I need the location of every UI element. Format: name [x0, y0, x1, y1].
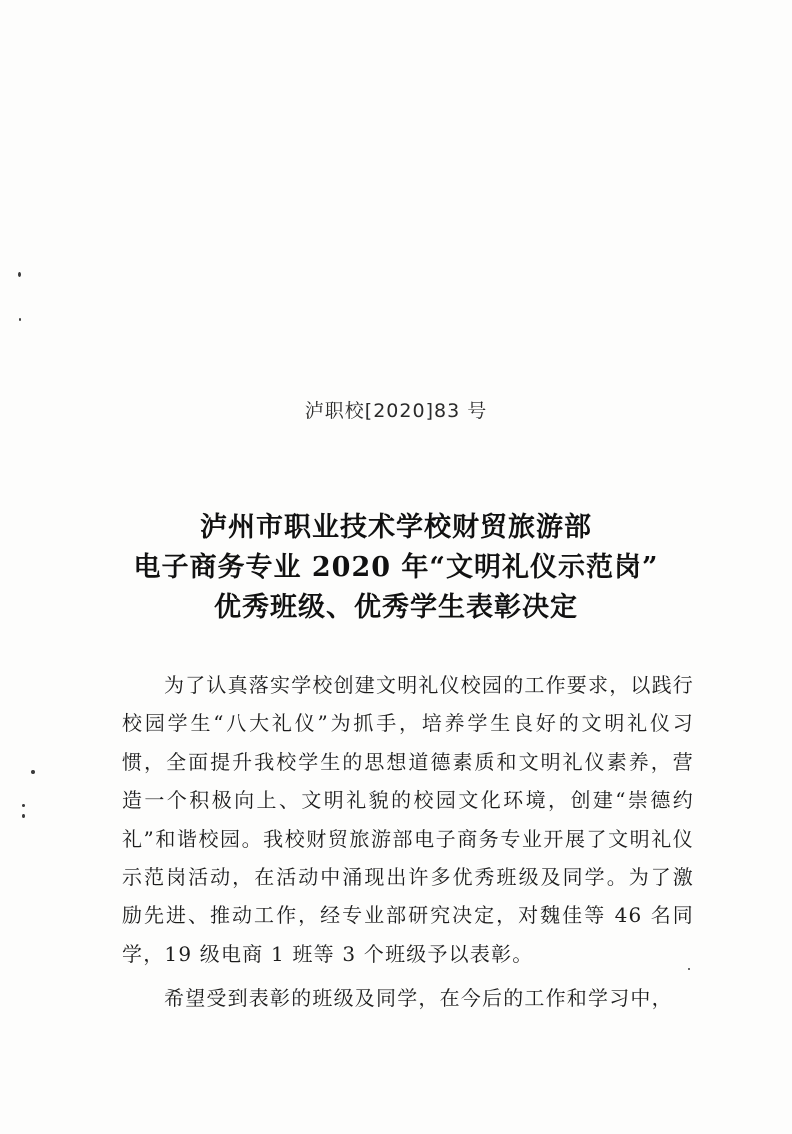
body-paragraph-1: 为了认真落实学校创建文明礼仪校园的工作要求，以践行校园学生“八大礼仪”为抓手，培养学生良好的文明礼仪习惯，全面提升我校学生的思想道德素质和文明礼仪素养，营造一个积极向上、文明礼貌的校园文化环境，创建“崇德约礼”和谐校园。我校财贸旅游部电子商务专业开展了文明礼仪示范岗活动，在活动中涌现出许多优秀班级及同学。为了激励先进、推动工作，经专业部研究决定，对魏佳等 46 名同学，19 级电商 1 班等 3 个班级予以表彰。 — [122, 673, 694, 966]
title-line-3: 优秀班级、优秀学生表彰决定 — [214, 592, 578, 623]
document-number: 泸职校[2020]83 号 — [304, 400, 488, 422]
document-body — [122, 666, 694, 1018]
scan-speck — [18, 272, 21, 277]
scan-speck — [22, 804, 25, 807]
document-title — [0, 508, 792, 628]
scan-speck — [31, 770, 35, 774]
title-line-2: 电子商务专业 2020 年“文明礼仪示范岗” — [133, 552, 659, 583]
scan-speck — [22, 814, 25, 818]
body-paragraph-2: 希望受到表彰的班级及同学，在今后的工作和学习中， — [164, 986, 673, 1011]
scan-speck — [19, 318, 21, 321]
title-line-1: 泸州市职业技术学校财贸旅游部 — [200, 512, 592, 543]
